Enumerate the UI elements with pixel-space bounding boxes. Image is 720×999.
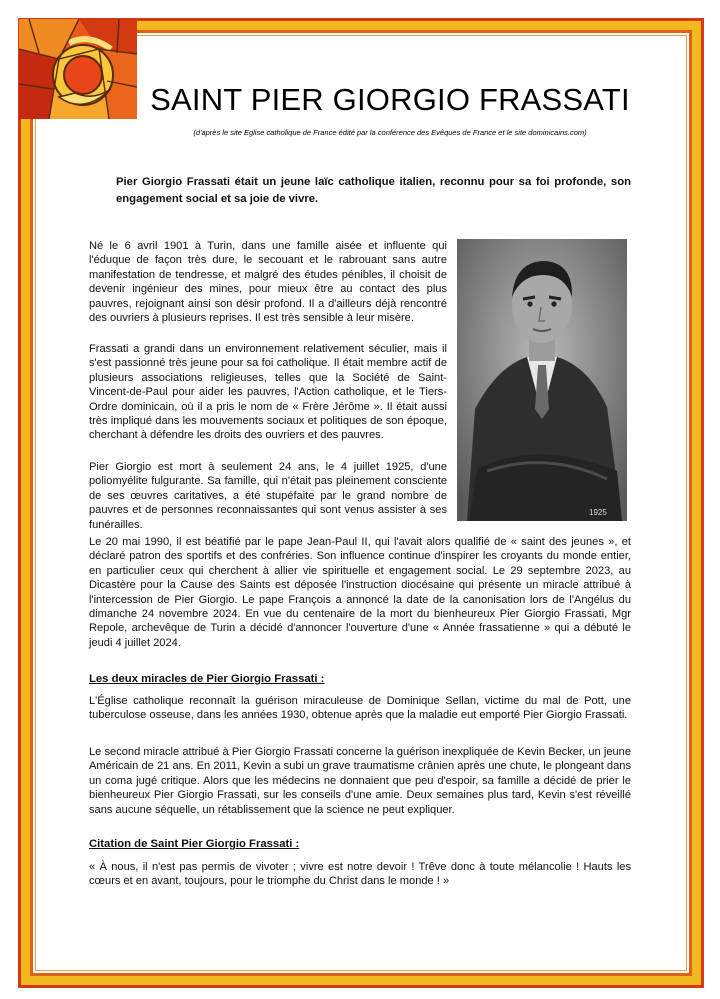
miracles-paragraph-1: L'Église catholique reconnaît la guérison miraculeuse de Dominique Sellan, victime du mal de Pott, une tuberculose osseuse, dans les années 1930, obtenue après que la maladie eut emporté Pier Giorgio Frassati. bbox=[89, 695, 631, 722]
miracles-paragraph-2: Le second miracle attribué à Pier Giorgio Frassati concerne la guérison inexpliquée de Kevin Becker, un jeune Américain de 21 ans. En 2011, Kevin a subi un grave traumatisme crânien après une chute, le plongeant dans un coma jugé critique. Alors que les médecins ne donnaient que peu d'espoir, sa famille a décidé de prier le bienheureux Pier Giorgio Frassati, sur les conseils d'une amie. Deux semaines plus tard, Kevin s'est réveillé sans aucune séquelle, un rétablissement que la science ne peut expliquer. bbox=[89, 746, 631, 816]
body-paragraph-3: Pier Giorgio est mort à seulement 24 ans, le 4 juillet 1925, d'une poliomyélite fulgurante. Sa famille, qui n'était pas pleinement consciente de ses œuvres caritatives, a été stupéfaite par le grand nombre de pauvres et de personnes reconnaissantes qui sont venus assister à ses funérailles. bbox=[89, 461, 447, 531]
quote-heading: Citation de Saint Pier Giorgio Frassati : bbox=[89, 838, 300, 850]
intro-paragraph: Pier Giorgio Frassati était un jeune laïc catholique italien, reconnu pour sa foi profonde, son engagement social et sa joie de vivre. bbox=[116, 176, 631, 205]
body-paragraph-1: Né le 6 avril 1901 à Turin, dans une famille aisée et influente qui l'éduque de façon très dure, le secouant et le rabrouant sans autre manifestation de tendresse, et malgré des études pénibles, il choisit de devenir ingénieur des mines, pour mieux être au contact des plus pauvres, rejoignant ainsi son désir profond. Il a d'ailleurs déjà rencontré des ouvriers à plusieurs reprises. Il est très sensible à leur misère. bbox=[89, 240, 447, 325]
body-paragraph-4: Le 20 mai 1990, il est béatifié par le pape Jean-Paul II, qui l'avait alors qualifié de « saint des jeunes », et déclaré patron des sportifs et des confréries. Son influence continue d'inspirer les croyants du monde entier, en particulier ceux qui cherchent à allier vie spirituelle et engagement social. Le 29 septembre 2023, au Dicastère pour la Cause des Saints est déposée l'instruction diocésaine qui présente un miracle attribué à l'intercession de Pier Giorgio. Le pape François a annoncé la date de la canonisation lors de l'Angélus du dimanche 24 novembre 2024. En vue du centenaire de la mort du bienheureux Pier Giorgio Frassati, Mgr Repole, archevêque de Turin a décidé d'annoncer l'ouverture d'une « Année frassatienne » qui a débuté le jeudi 4 juillet 2024. bbox=[89, 536, 631, 649]
photo-caption: 1925 bbox=[589, 508, 607, 517]
portrait-photo bbox=[457, 239, 627, 521]
body-paragraph-2: Frassati a grandi dans un environnement relativement séculier, mais il s'est passionné très jeune pour sa foi catholique. Il était membre actif de plusieurs associations religieuses, telles que la Société de Saint-Vincent-de-Paul pour aider les pauvres, l'Action catholique, et le Tiers-Ordre dominicain, où il a pris le nom de « Frère Jérôme ». Il était aussi très impliqué dans les mouvements sociaux et politiques de son époque, cherchant à défendre les droits des ouvriers et des pauvres. bbox=[89, 343, 447, 442]
stained-glass-logo-icon bbox=[19, 19, 137, 119]
quote-text: « À nous, il n'est pas permis de vivoter ; vivre est notre devoir ! Trêve donc à toute mélancolie ! Hauts les cœurs et en avant, toujours, pour le triomphe du Christ dans le monde ! » bbox=[89, 861, 631, 888]
page-subtitle: (d'après le site Eglise catholique de France édité par la conférence des Evêques de France et le site dominicains.com) bbox=[193, 128, 587, 137]
miracles-heading: Les deux miracles de Pier Giorgio Frassati : bbox=[89, 673, 325, 685]
page-title: SAINT PIER GIORGIO FRASSATI bbox=[150, 82, 630, 117]
